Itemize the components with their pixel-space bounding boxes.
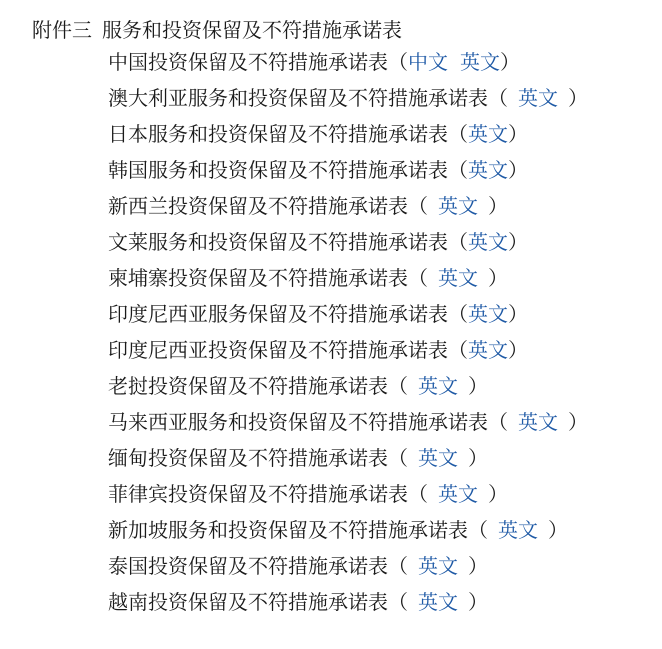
schedule-row (108, 80, 588, 116)
schedule-row (108, 44, 588, 80)
open-paren: （ (468, 518, 488, 542)
schedule-row (108, 296, 588, 332)
english-version-link[interactable]: 英文 (460, 50, 500, 74)
close-paren: ） (500, 50, 520, 74)
english-version-link[interactable]: 英文 (418, 590, 458, 614)
schedule-title: 马来西亚服务和投资保留及不符措施承诺表 (108, 410, 488, 434)
english-version-link[interactable]: 英文 (468, 338, 508, 362)
open-paren: （ (388, 590, 408, 614)
english-version-link[interactable]: 英文 (518, 410, 558, 434)
schedule-row (108, 188, 588, 224)
close-paren: ） (488, 482, 508, 506)
english-version-link[interactable]: 英文 (438, 266, 478, 290)
schedule-title: 日本服务和投资保留及不符措施承诺表 (108, 122, 448, 146)
close-paren: ） (508, 302, 528, 326)
schedule-list (108, 44, 588, 620)
schedule-row (108, 332, 588, 368)
close-paren: ） (508, 122, 528, 146)
schedule-title: 印度尼西亚服务保留及不符措施承诺表 (108, 302, 448, 326)
english-version-link[interactable]: 英文 (438, 482, 478, 506)
schedule-title: 澳大利亚服务和投资保留及不符措施承诺表 (108, 86, 488, 110)
close-paren: ） (468, 374, 488, 398)
close-paren: ） (468, 446, 488, 470)
schedule-row (108, 224, 588, 260)
english-version-link[interactable]: 英文 (438, 194, 478, 218)
schedule-row (108, 152, 588, 188)
english-version-link[interactable]: 英文 (418, 554, 458, 578)
schedule-title: 文莱服务和投资保留及不符措施承诺表 (108, 230, 448, 254)
open-paren: （ (448, 122, 468, 146)
schedule-title: 新加坡服务和投资保留及不符措施承诺表 (108, 518, 468, 542)
close-paren: ） (508, 338, 528, 362)
schedule-row (108, 584, 588, 620)
chinese-version-link[interactable]: 中文 (408, 50, 448, 74)
open-paren: （ (388, 554, 408, 578)
open-paren: （ (488, 410, 508, 434)
schedule-title: 越南投资保留及不符措施承诺表 (108, 590, 388, 614)
schedule-row (108, 548, 588, 584)
open-paren: （ (488, 86, 508, 110)
close-paren: ） (468, 590, 488, 614)
close-paren: ） (508, 158, 528, 182)
open-paren: （ (448, 302, 468, 326)
open-paren: （ (408, 194, 428, 218)
schedule-title: 老挝投资保留及不符措施承诺表 (108, 374, 388, 398)
annex-heading (32, 12, 402, 48)
open-paren: （ (408, 266, 428, 290)
open-paren: （ (448, 230, 468, 254)
close-paren: ） (488, 266, 508, 290)
english-version-link[interactable]: 英文 (518, 86, 558, 110)
schedule-row (108, 116, 588, 152)
open-paren: （ (448, 338, 468, 362)
schedule-title: 新西兰投资保留及不符措施承诺表 (108, 194, 408, 218)
close-paren: ） (508, 230, 528, 254)
schedule-title: 中国投资保留及不符措施承诺表 (108, 50, 388, 74)
annex-label: 附件三 (32, 18, 92, 42)
open-paren: （ (388, 50, 408, 74)
close-paren: ） (488, 194, 508, 218)
schedule-title: 韩国服务和投资保留及不符措施承诺表 (108, 158, 448, 182)
close-paren: ） (568, 86, 588, 110)
schedule-row (108, 476, 588, 512)
schedule-title: 缅甸投资保留及不符措施承诺表 (108, 446, 388, 470)
english-version-link[interactable]: 英文 (468, 122, 508, 146)
open-paren: （ (448, 158, 468, 182)
schedule-title: 柬埔寨投资保留及不符措施承诺表 (108, 266, 408, 290)
english-version-link[interactable]: 英文 (418, 446, 458, 470)
schedule-title: 泰国投资保留及不符措施承诺表 (108, 554, 388, 578)
schedule-row (108, 368, 588, 404)
english-version-link[interactable]: 英文 (468, 158, 508, 182)
open-paren: （ (388, 374, 408, 398)
english-version-link[interactable]: 英文 (418, 374, 458, 398)
schedule-title: 菲律宾投资保留及不符措施承诺表 (108, 482, 408, 506)
open-paren: （ (408, 482, 428, 506)
close-paren: ） (468, 554, 488, 578)
schedule-title: 印度尼西亚投资保留及不符措施承诺表 (108, 338, 448, 362)
english-version-link[interactable]: 英文 (498, 518, 538, 542)
close-paren: ） (568, 410, 588, 434)
schedule-row (108, 260, 588, 296)
english-version-link[interactable]: 英文 (468, 230, 508, 254)
schedule-row (108, 440, 588, 476)
schedule-row (108, 404, 588, 440)
schedule-row (108, 512, 588, 548)
annex-title: 服务和投资保留及不符措施承诺表 (102, 18, 402, 42)
close-paren: ） (548, 518, 568, 542)
english-version-link[interactable]: 英文 (468, 302, 508, 326)
open-paren: （ (388, 446, 408, 470)
